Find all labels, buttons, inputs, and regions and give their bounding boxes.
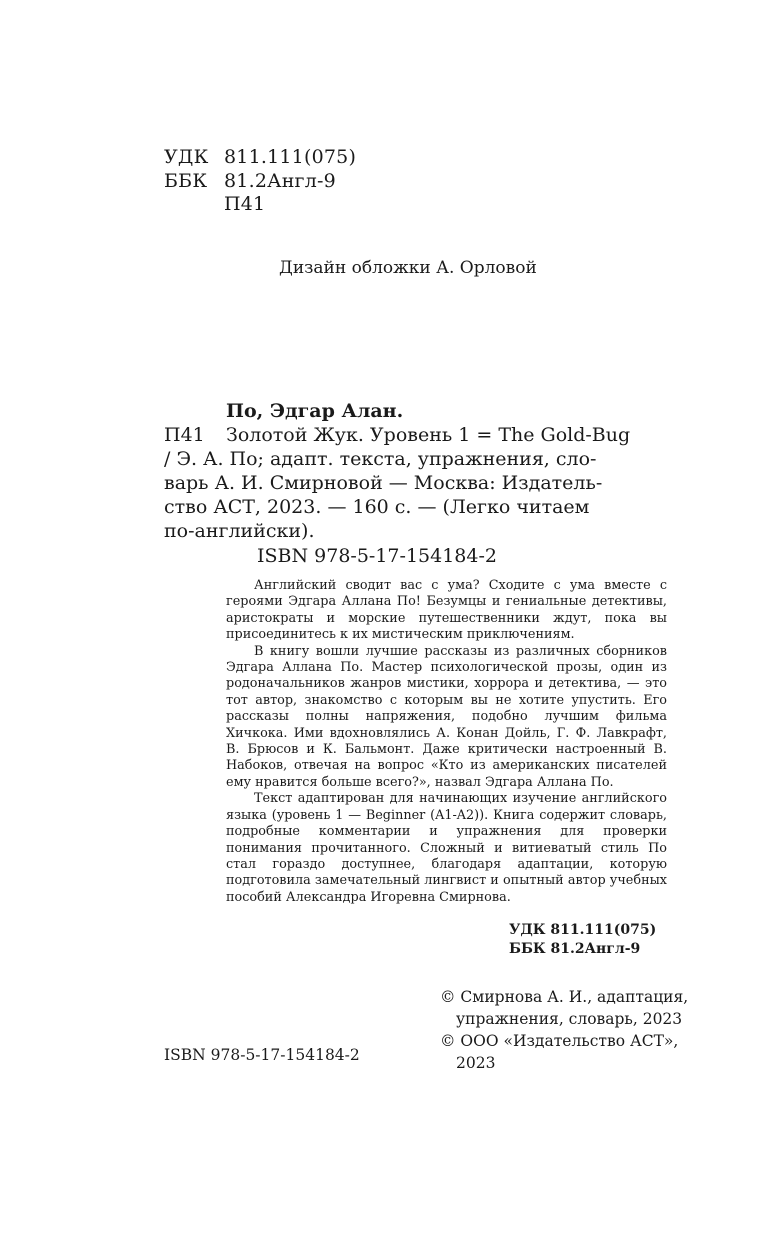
cover-design-credit: Дизайн обложки А. Орловой	[279, 258, 537, 278]
description-line: Золотой Жук. Уровень 1 = The Gold-Bug	[226, 424, 631, 446]
annotation-paragraph: Английский сводит вас с ума? Сходите с ума вместе с героями Эдгара Аллана По! Безумцы и гениальные детективы, аристократы и морские путешественники ждут, пока вы присоединитесь к их мистическим приключениям.	[226, 578, 667, 643]
copyright-line: © Смирнова А. И., адаптация,	[440, 988, 689, 1006]
description-line: по-английски).	[164, 520, 315, 542]
annotation-paragraph: Текст адаптирован для начинающих изучение английского языка (уровень 1 — Beginner (A1-A2)). Книга содержит словарь, подробные комментарии и упражнения для проверки понимания прочитанного. Сложный и витиеватый стиль По стал гораздо доступнее, благодаря адаптации, которую подготовила замечательный лингвист и опытный автор учебных пособий Александра Игоревна Смирнова.	[226, 791, 667, 905]
udk-label: УДК	[164, 146, 209, 168]
bottom-bbk: ББК 81.2Англ-9	[509, 941, 641, 957]
bbk-label: ББК	[164, 169, 208, 192]
bottom-udk: УДК 811.111(075)	[509, 922, 657, 938]
annotation	[226, 578, 667, 906]
bbk-row	[164, 170, 356, 194]
copyright-line: упражнения, словарь, 2023	[456, 1010, 683, 1028]
bottom-classification-codes	[509, 921, 656, 959]
description-line: ство АСТ, 2023. — 160 с. — (Легко читаем	[164, 496, 590, 518]
description-line: варь А. И. Смирновой — Москва: Издатель-	[164, 472, 603, 494]
copyright-block	[440, 986, 688, 1074]
copyright-line: © ООО «Издательство АСТ»,	[440, 1032, 679, 1050]
author-mark-row	[164, 193, 356, 217]
udk-row	[164, 146, 356, 170]
classification-codes	[164, 146, 356, 217]
description-line: / Э. А. По; адапт. текста, упражнения, сло-	[164, 448, 597, 470]
bbk-value: 81.2Англ-9	[224, 169, 336, 192]
author-heading: По, Эдгар Алан.	[226, 400, 404, 422]
copyright-line: 2023	[456, 1054, 496, 1072]
isbn-entry: ISBN 978-5-17-154184-2	[257, 545, 497, 567]
bottom-isbn: ISBN 978-5-17-154184-2	[164, 1046, 360, 1064]
bibliographic-description	[164, 423, 666, 543]
author-mark-top: П41	[224, 193, 266, 215]
author-mark-entry: П41	[164, 424, 205, 446]
annotation-paragraph: В книгу вошли лучшие рассказы из различных сборников Эдгара Аллана По. Мастер психологической прозы, один из родоначальников жанров мистики, хоррора и детектива, — это тот автор, знакомство с которым вы не хотите упустить. Его рассказы полны напряжения, подобно лучшим фильма Хичкока. Ими вдохновлялись А. Конан Дойль, Г. Ф. Лавкрафт, В. Брюсов и К. Бальмонт. Даже критически настроенный В. Набоков, отвечая на вопрос «Кто из американских писателей ему нравится больше всего?», назвал Эдгара Аллана По.	[226, 643, 667, 790]
udk-value: 811.111(075)	[224, 146, 357, 168]
